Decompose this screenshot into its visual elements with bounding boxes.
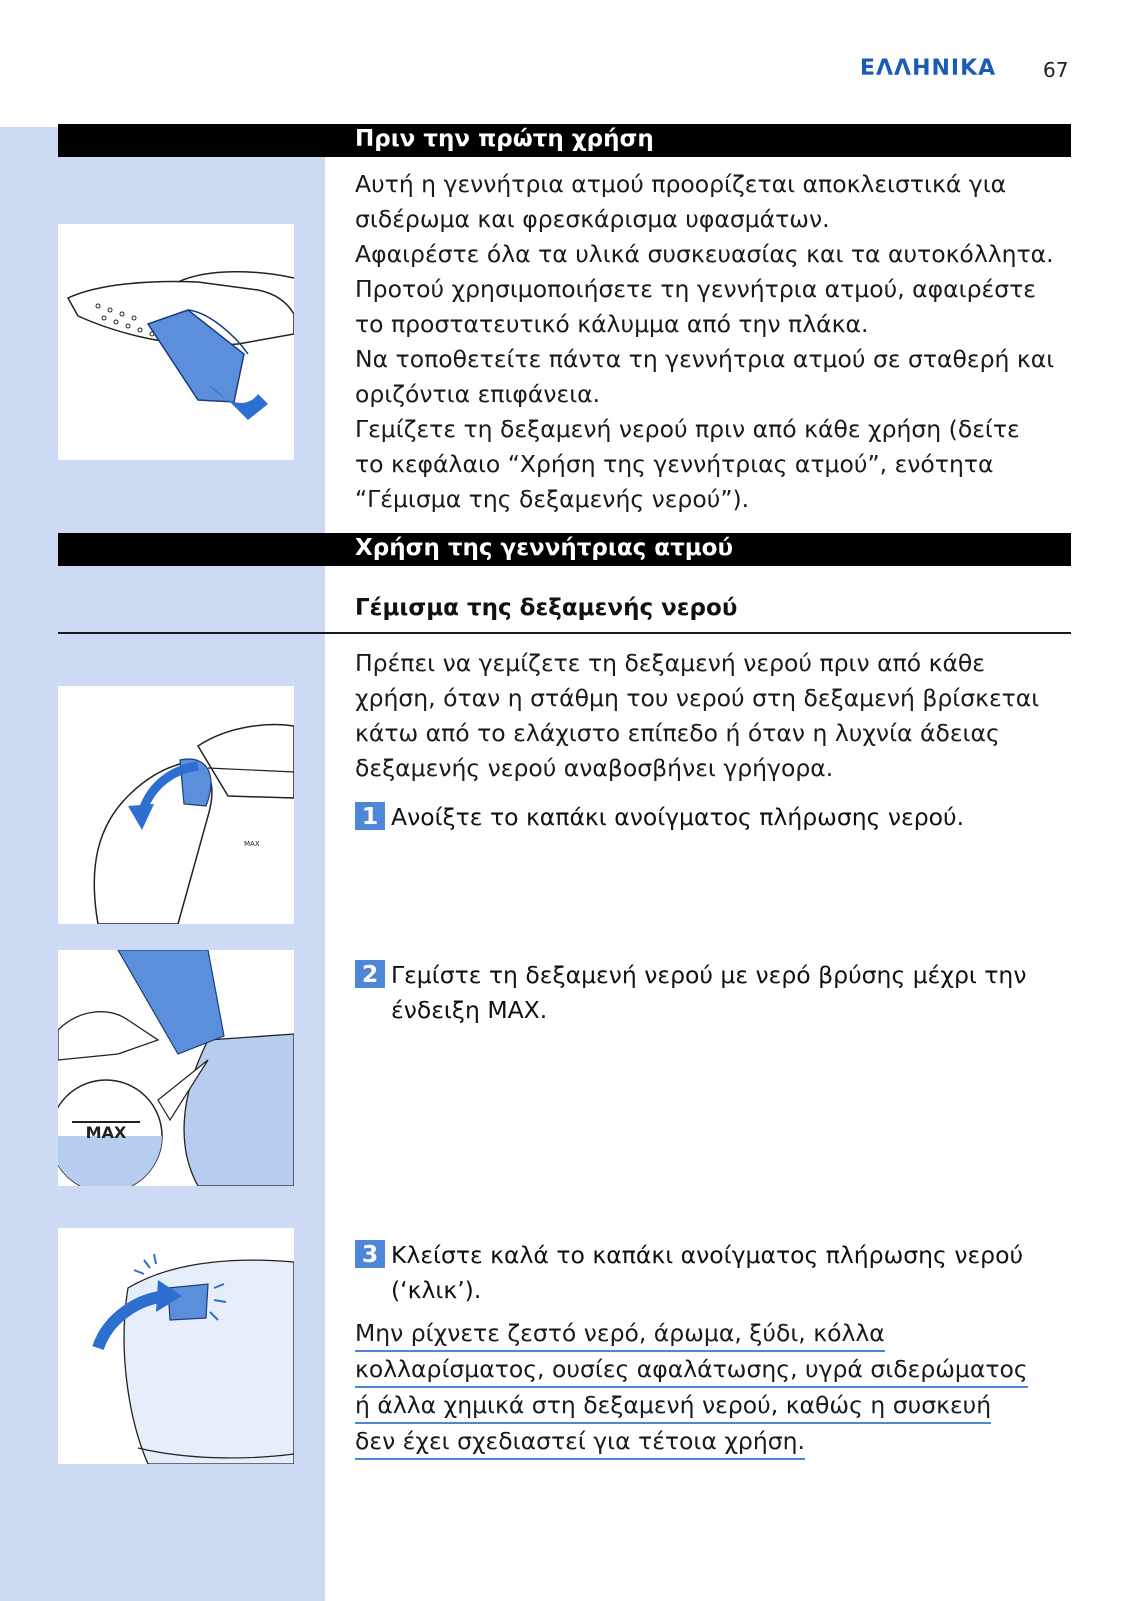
section-title: Χρήση της γεννήτριας ατμού (355, 535, 734, 561)
section-bar-first-use (58, 124, 1071, 157)
body-line: σιδέρωμα και φρεσκάρισμα υφασμάτων. (355, 205, 830, 233)
body-line: δεξαμενής νερού αναβοσβήνει γρήγορα. (355, 754, 834, 782)
page-number: 67 (1043, 58, 1069, 82)
body-line: το προστατευτικό κάλυμμα από την πλάκα. (355, 310, 869, 338)
step-text: Ανοίξτε το καπάκι ανοίγματος πλήρωσης νερού. (391, 803, 965, 831)
open-cap-drawing (58, 686, 294, 924)
fill-max-drawing (58, 950, 294, 1186)
body-line: Να τοποθετείτε πάντα τη γεννήτρια ατμού σε σταθερή και (355, 345, 1055, 373)
body-line: Αυτή η γεννήτρια ατμού προορίζεται αποκλειστικά για (355, 170, 1007, 198)
max-label: MAX (85, 1123, 127, 1142)
step-number-badge: 1 (355, 802, 385, 830)
section2-intro (355, 646, 1071, 786)
body-line: το κεφάλαιο “Χρήση της γεννήτριας ατμού”, ενότητα (355, 450, 994, 478)
step-text: (‘κλικ’). (391, 1276, 482, 1304)
subsection-title: Γέμισμα της δεξαμενής νερού (355, 595, 738, 621)
step-3 (355, 1238, 1071, 1308)
warning-line: δεν έχει σχεδιαστεί για τέτοια χρήση. (355, 1425, 805, 1460)
step-text: Γεμίστε τη δεξαμενή νερού με νερό βρύσης μέχρι την (391, 961, 1027, 989)
close-cap-drawing (58, 1228, 294, 1464)
step-number-badge: 3 (355, 1240, 385, 1268)
warning-line: ή άλλα χημικά στη δεξαμενή νερού, καθώς η συσκευή (355, 1389, 991, 1424)
body-line: Προτού χρησιμοποιήσετε τη γεννήτρια ατμού, αφαιρέστε (355, 275, 1036, 303)
section-title: Πριν την πρώτη χρήση (355, 126, 654, 152)
step-number-badge: 2 (355, 960, 385, 988)
illustration-close-cap (58, 1228, 294, 1464)
illustration-fill-max (58, 950, 294, 1186)
illustration-remove-cover (58, 224, 294, 460)
warning-text (355, 1316, 1071, 1460)
step-text: Κλείστε καλά το καπάκι ανοίγματος πλήρωσης νερού (391, 1241, 1024, 1269)
body-line: οριζόντια επιφάνεια. (355, 380, 601, 408)
step-2 (355, 958, 1071, 1028)
illustration-open-cap (58, 686, 294, 924)
small-max-mark: MAX (244, 840, 260, 848)
section1-body (355, 167, 1071, 517)
section-bar-using (58, 533, 1071, 566)
body-line: Γεμίζετε τη δεξαμενή νερού πριν από κάθε χρήση (δείτε (355, 415, 1020, 443)
body-line: “Γέμισμα της δεξαμενής νερού”). (355, 485, 750, 513)
warning-line: Μην ρίχνετε ζεστό νερό, άρωμα, ξύδι, κόλλα (355, 1317, 885, 1352)
warning-line: κολλαρίσματος, ουσίες αφαλάτωσης, υγρά σιδερώματος (355, 1353, 1028, 1388)
body-line: Αφαιρέστε όλα τα υλικά συσκευασίας και τα αυτοκόλλητα. (355, 240, 1054, 268)
step-text: ένδειξη MAX. (391, 996, 548, 1024)
subsection-rule (58, 632, 1071, 634)
step-1 (355, 800, 1071, 835)
language-label: ΕΛΛΗΝΙΚΑ (860, 56, 997, 81)
body-line: κάτω από το ελάχιστο επίπεδο ή όταν η λυχνία άδειας (355, 719, 1000, 747)
iron-cover-drawing (58, 224, 294, 460)
body-line: χρήση, όταν η στάθμη του νερού στη δεξαμενή βρίσκεται (355, 684, 1040, 712)
body-line: Πρέπει να γεμίζετε τη δεξαμενή νερού πριν από κάθε (355, 649, 986, 677)
